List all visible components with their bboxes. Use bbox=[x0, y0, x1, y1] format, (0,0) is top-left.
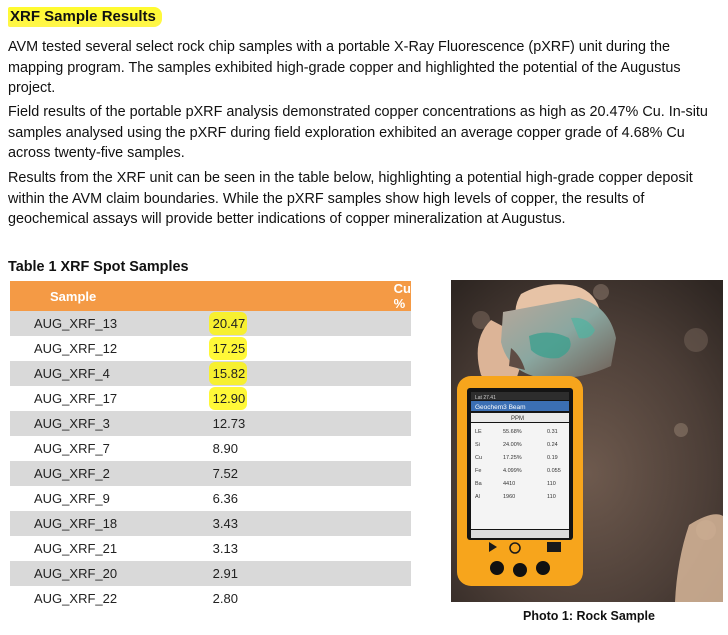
sample-cell: AUG_XRF_4 bbox=[10, 361, 145, 386]
cu-cell bbox=[145, 511, 411, 536]
device-reading-el: Si bbox=[475, 442, 480, 448]
device-reading-val: 4.099% bbox=[503, 468, 522, 474]
table-row bbox=[10, 386, 411, 411]
device-ppm-header: PPM bbox=[511, 416, 525, 422]
table-row bbox=[10, 561, 411, 586]
device-reading-el: Ba bbox=[475, 481, 482, 487]
table-row bbox=[10, 411, 411, 436]
cu-cell bbox=[145, 311, 411, 336]
device-reading-val: 1960 bbox=[503, 494, 516, 500]
table-row bbox=[10, 336, 411, 361]
table-caption: Table 1 XRF Spot Samples bbox=[8, 259, 189, 275]
device-reading-el: Cu bbox=[475, 455, 483, 461]
cu-value: 15.82 bbox=[212, 366, 246, 381]
table-row bbox=[10, 311, 411, 336]
device-reading-err: 110 bbox=[547, 494, 556, 500]
cu-value: 8.90 bbox=[212, 441, 238, 456]
heading-text: XRF Sample Results bbox=[8, 7, 162, 27]
cu-cell bbox=[145, 411, 411, 436]
device-reading-el: Al bbox=[475, 494, 480, 500]
device-reading-val: 17.25% bbox=[503, 455, 522, 461]
sample-cell: AUG_XRF_20 bbox=[10, 561, 145, 586]
xrf-table bbox=[10, 281, 411, 611]
cu-value: 7.52 bbox=[212, 466, 238, 481]
paragraph-table-intro: Results from the XRF unit can be seen in the table below, highlighting a potential high-grade copper deposit within the AVM claim boundaries. While the pXRF samples show high levels of copper, the results of geochemical assays will provide better indications of copper mineralization at Augustus. bbox=[8, 170, 693, 227]
cu-cell bbox=[145, 561, 411, 586]
device-reading-val: 55.68% bbox=[503, 429, 522, 435]
table-row bbox=[10, 536, 411, 561]
table-row bbox=[10, 486, 411, 511]
cu-cell bbox=[145, 386, 411, 411]
table-row bbox=[10, 436, 411, 461]
cu-value: 3.13 bbox=[212, 541, 238, 556]
cu-value: 20.47 bbox=[212, 316, 246, 331]
sample-cell: AUG_XRF_9 bbox=[34, 491, 110, 506]
sample-cell: AUG_XRF_7 bbox=[34, 441, 110, 456]
sample-cell: AUG_XRF_21 bbox=[34, 541, 118, 556]
device-screen-title: Geochem3 Beam bbox=[475, 404, 526, 411]
device-reading-err: 0.055 bbox=[547, 468, 561, 474]
table-row bbox=[10, 511, 411, 536]
sample-cell: AUG_XRF_18 bbox=[10, 511, 145, 536]
cu-value: 12.73 bbox=[212, 416, 246, 431]
cu-cell bbox=[145, 461, 411, 486]
cu-cell bbox=[145, 536, 411, 561]
sample-cell: AUG_XRF_22 bbox=[34, 591, 118, 606]
cu-value: 2.91 bbox=[212, 566, 238, 581]
cu-value: 2.80 bbox=[212, 591, 238, 606]
cu-value: 12.90 bbox=[212, 391, 246, 406]
sample-cell: AUG_XRF_2 bbox=[10, 461, 145, 486]
device-reading-el: Fe bbox=[475, 468, 482, 474]
cu-cell bbox=[145, 486, 411, 511]
header-sample: Sample bbox=[10, 281, 145, 311]
cu-cell bbox=[145, 361, 411, 386]
section-heading bbox=[8, 8, 162, 25]
svg-text:Lat 27.41: Lat 27.41 bbox=[475, 395, 496, 401]
sample-cell: AUG_XRF_12 bbox=[34, 341, 118, 356]
device-reading-el: LE bbox=[475, 429, 482, 435]
device-reading-val: 4410 bbox=[503, 481, 516, 487]
table-row bbox=[10, 461, 411, 486]
table-header-row bbox=[10, 281, 411, 311]
sample-cell: AUG_XRF_13 bbox=[10, 311, 145, 336]
table-row bbox=[10, 586, 411, 611]
sample-cell: AUG_XRF_17 bbox=[34, 391, 118, 406]
photo-caption: Photo 1: Rock Sample bbox=[523, 609, 655, 623]
table-body bbox=[10, 311, 411, 611]
table-row bbox=[10, 361, 411, 386]
device-reading-err: 110 bbox=[547, 481, 556, 487]
cu-value: 3.43 bbox=[212, 516, 238, 531]
device-reading-err: 0.19 bbox=[547, 455, 558, 461]
rock-sample-photo bbox=[451, 280, 723, 602]
device-reading-err: 0.24 bbox=[547, 442, 558, 448]
cu-cell bbox=[145, 336, 411, 361]
sample-cell: AUG_XRF_3 bbox=[10, 411, 145, 436]
photo-illustration bbox=[451, 280, 723, 602]
device-reading-err: 0.31 bbox=[547, 429, 558, 435]
header-cu: Cu % bbox=[145, 281, 411, 311]
device-reading-val: 24.00% bbox=[503, 442, 522, 448]
cu-cell bbox=[145, 436, 411, 461]
paragraph-intro: AVM tested several select rock chip samples with a portable X-Ray Fluorescence (pXRF) unit during the mapping program. The samples exhibited high-grade copper and highlighted the potential of the Augustus project. bbox=[8, 39, 681, 96]
paragraph-field-results: Field results of the portable pXRF analysis demonstrated copper concentrations as high as 20.47% Cu. In-situ samples analysed using the pXRF during field exploration exhibited an average copper grade of 4.68% Cu across twenty-five samples. bbox=[8, 104, 708, 161]
cu-cell bbox=[145, 586, 411, 611]
cu-value: 17.25 bbox=[212, 341, 246, 356]
cu-value: 6.36 bbox=[212, 491, 238, 506]
